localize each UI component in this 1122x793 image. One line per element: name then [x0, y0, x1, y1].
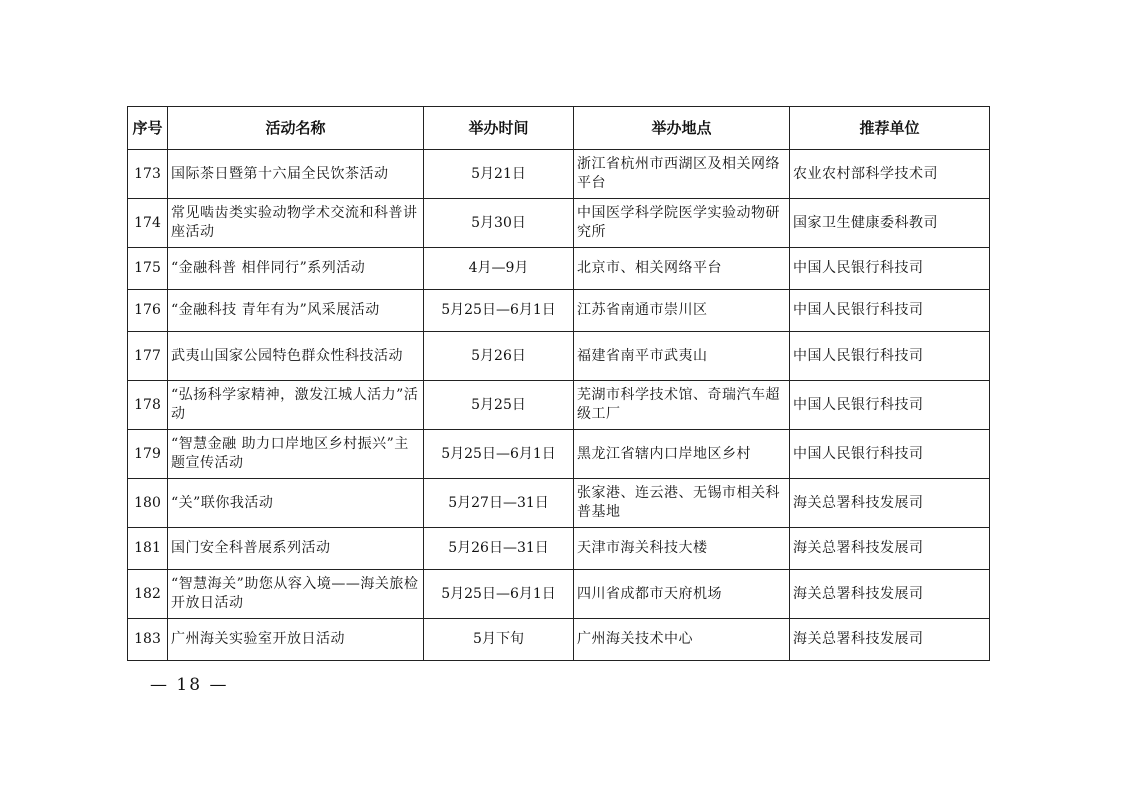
row-time: 4月—9月 [424, 248, 574, 290]
row-place: 北京市、相关网络平台 [574, 248, 790, 290]
row-place: 中国医学科学院医学实验动物研究所 [574, 199, 790, 248]
header-no: 序号 [128, 107, 168, 150]
row-unit: 中国人民银行科技司 [790, 290, 990, 332]
row-unit: 中国人民银行科技司 [790, 332, 990, 381]
row-time: 5月25日—6月1日 [424, 570, 574, 619]
row-no: 175 [128, 248, 168, 290]
row-no: 174 [128, 199, 168, 248]
row-name: “智慧海关”助您从容入境——海关旅检开放日活动 [168, 570, 424, 619]
page-number: — 18 — [150, 675, 229, 695]
row-no: 173 [128, 150, 168, 199]
row-place: 芜湖市科学技术馆、奇瑞汽车超级工厂 [574, 381, 790, 430]
row-place: 张家港、连云港、无锡市相关科普基地 [574, 479, 790, 528]
row-unit: 海关总署科技发展司 [790, 570, 990, 619]
row-name: 武夷山国家公园特色群众性科技活动 [168, 332, 424, 381]
row-place: 江苏省南通市崇川区 [574, 290, 790, 332]
row-place: 黑龙江省辖内口岸地区乡村 [574, 430, 790, 479]
table-row [128, 528, 990, 570]
row-no: 178 [128, 381, 168, 430]
row-time: 5月27日—31日 [424, 479, 574, 528]
table-row [128, 150, 990, 199]
row-place: 天津市海关科技大楼 [574, 528, 790, 570]
row-name: “关”联你我活动 [168, 479, 424, 528]
row-unit: 海关总署科技发展司 [790, 619, 990, 661]
header-place: 举办地点 [574, 107, 790, 150]
row-unit: 国家卫生健康委科教司 [790, 199, 990, 248]
row-time: 5月25日—6月1日 [424, 290, 574, 332]
header-time: 举办时间 [424, 107, 574, 150]
row-unit: 中国人民银行科技司 [790, 248, 990, 290]
row-name: 国门安全科普展系列活动 [168, 528, 424, 570]
table-row [128, 332, 990, 381]
row-time: 5月26日—31日 [424, 528, 574, 570]
row-name: 国际茶日暨第十六届全民饮茶活动 [168, 150, 424, 199]
row-no: 176 [128, 290, 168, 332]
row-unit: 中国人民银行科技司 [790, 381, 990, 430]
table-row [128, 199, 990, 248]
row-name: “金融科普 相伴同行”系列活动 [168, 248, 424, 290]
row-name: “弘扬科学家精神，激发江城人活力”活动 [168, 381, 424, 430]
row-time: 5月25日—6月1日 [424, 430, 574, 479]
row-name: “金融科技 青年有为”风采展活动 [168, 290, 424, 332]
row-time: 5月21日 [424, 150, 574, 199]
header-unit: 推荐单位 [790, 107, 990, 150]
row-place: 浙江省杭州市西湖区及相关网络平台 [574, 150, 790, 199]
table-header-row [128, 107, 990, 150]
row-no: 181 [128, 528, 168, 570]
row-name: 常见啮齿类实验动物学术交流和科普讲座活动 [168, 199, 424, 248]
row-no: 177 [128, 332, 168, 381]
row-time: 5月30日 [424, 199, 574, 248]
row-name: 广州海关实验室开放日活动 [168, 619, 424, 661]
row-place: 四川省成都市天府机场 [574, 570, 790, 619]
row-time: 5月下旬 [424, 619, 574, 661]
row-no: 182 [128, 570, 168, 619]
row-no: 180 [128, 479, 168, 528]
row-time: 5月26日 [424, 332, 574, 381]
table-row [128, 479, 990, 528]
table-row [128, 381, 990, 430]
row-no: 183 [128, 619, 168, 661]
table-row [128, 570, 990, 619]
row-unit: 海关总署科技发展司 [790, 479, 990, 528]
table-row [128, 619, 990, 661]
row-place: 福建省南平市武夷山 [574, 332, 790, 381]
table-row [128, 430, 990, 479]
row-unit: 海关总署科技发展司 [790, 528, 990, 570]
row-unit: 中国人民银行科技司 [790, 430, 990, 479]
table-row [128, 248, 990, 290]
header-name: 活动名称 [168, 107, 424, 150]
row-name: “智慧金融 助力口岸地区乡村振兴”主题宣传活动 [168, 430, 424, 479]
row-unit: 农业农村部科学技术司 [790, 150, 990, 199]
row-no: 179 [128, 430, 168, 479]
row-time: 5月25日 [424, 381, 574, 430]
activity-table [127, 106, 990, 661]
row-place: 广州海关技术中心 [574, 619, 790, 661]
table-row [128, 290, 990, 332]
